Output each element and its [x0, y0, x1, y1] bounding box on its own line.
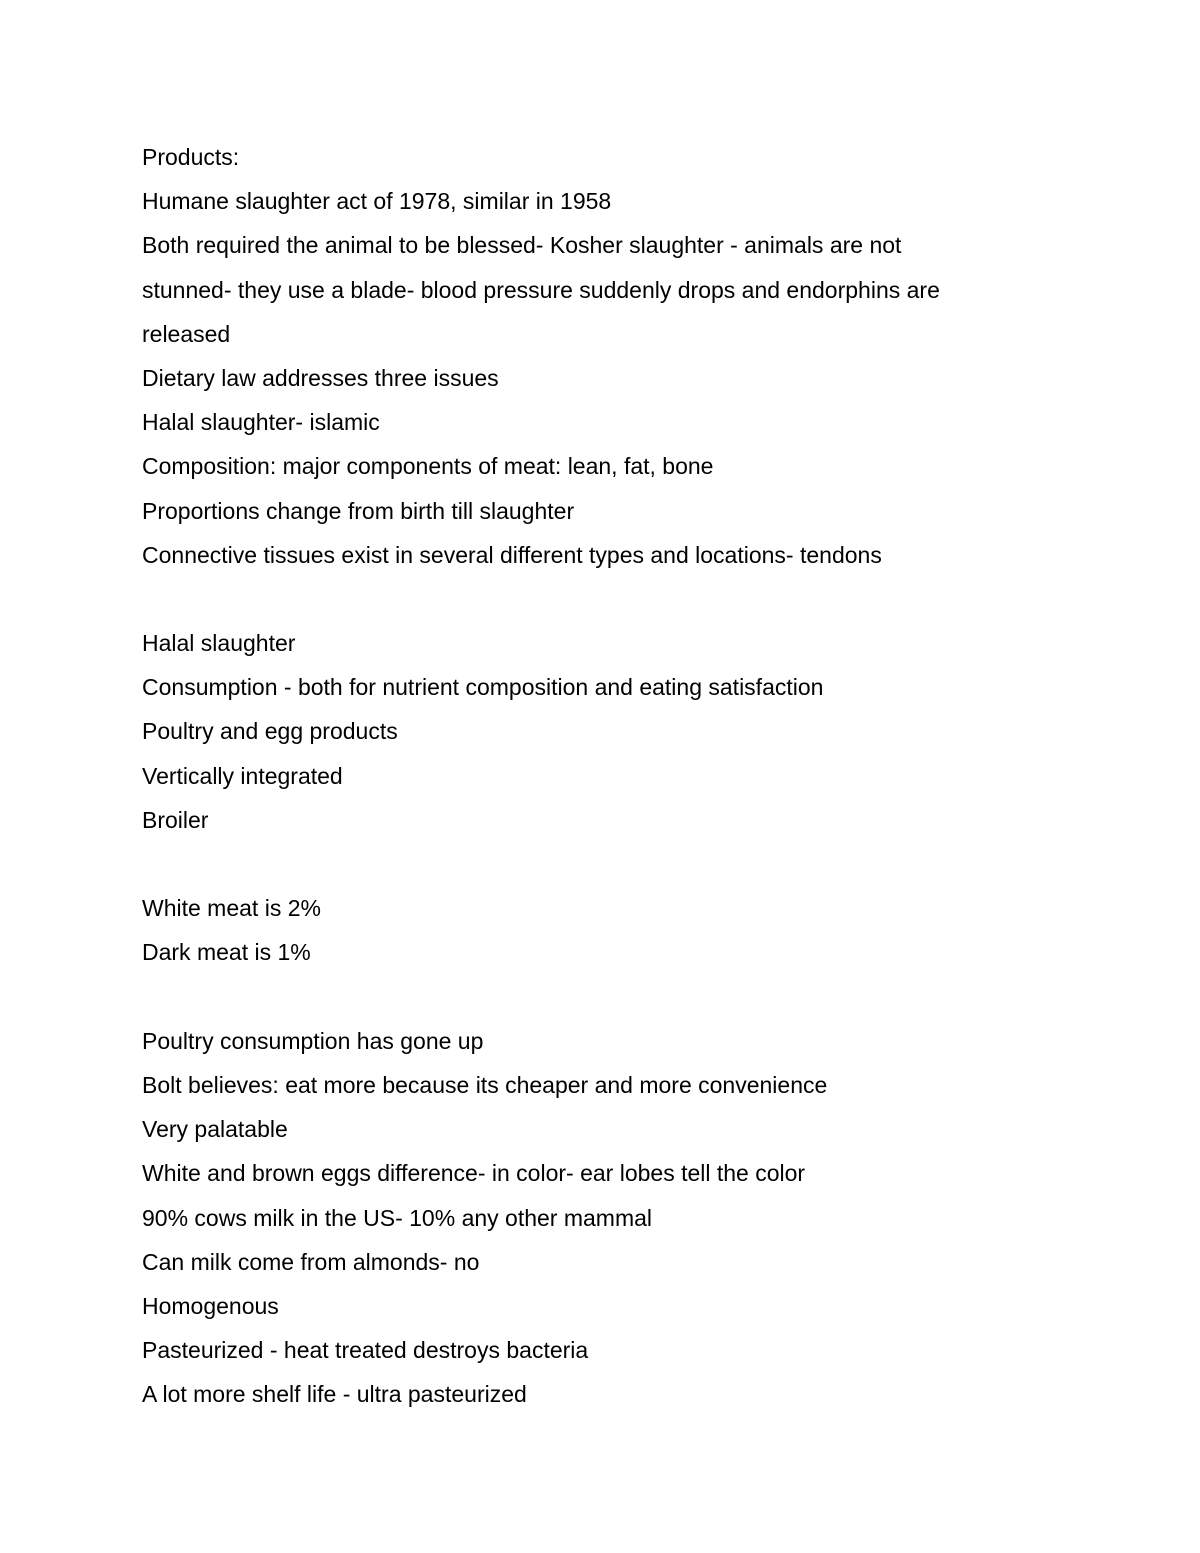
- blank-line: [142, 980, 1102, 1024]
- blank-line: [142, 847, 1102, 891]
- text-line: Connective tissues exist in several different types and locations- tendons: [142, 541, 882, 568]
- text-line: Vertically integrated: [142, 762, 343, 789]
- text-line: 90% cows milk in the US- 10% any other mammal: [142, 1204, 653, 1231]
- text-line: Very palatable: [142, 1116, 288, 1143]
- text-line: Bolt believes: eat more because its cheaper and more convenience: [142, 1071, 828, 1098]
- text-line: A lot more shelf life - ultra pasteurized: [142, 1381, 527, 1408]
- text-line: released: [142, 320, 231, 347]
- blank-line: [142, 582, 1102, 626]
- text-line: Poultry consumption has gone up: [142, 1027, 484, 1054]
- text-line: Poultry and egg products: [142, 718, 398, 745]
- text-line: Pasteurized - heat treated destroys bacteria: [142, 1337, 589, 1364]
- text-line: Can milk come from almonds- no: [142, 1248, 480, 1275]
- text-line: stunned- they use a blade- blood pressure suddenly drops and endorphins are: [142, 276, 940, 303]
- text-line: Halal slaughter- islamic: [142, 409, 380, 436]
- text-line: Both required the animal to be blessed- Kosher slaughter - animals are not: [142, 232, 902, 259]
- text-line: Products:: [142, 144, 240, 170]
- text-line: Composition: major components of meat: lean, fat, bone: [142, 453, 714, 480]
- text-line: Consumption - both for nutrient composition and eating satisfaction: [142, 674, 824, 701]
- text-line: Proportions change from birth till slaughter: [142, 497, 575, 524]
- text-line: White and brown eggs difference- in color- ear lobes tell the color: [142, 1160, 806, 1187]
- text-line: White meat is 2%: [142, 895, 321, 922]
- text-line: Homogenous: [142, 1292, 279, 1319]
- text-line: Humane slaughter act of 1978, similar in 1958: [142, 188, 612, 215]
- text-line: Dietary law addresses three issues: [142, 364, 499, 391]
- text-line: Dark meat is 1%: [142, 939, 311, 966]
- document-body: [142, 140, 1102, 1421]
- text-line: Halal slaughter: [142, 630, 296, 657]
- text-line: Broiler: [142, 806, 209, 833]
